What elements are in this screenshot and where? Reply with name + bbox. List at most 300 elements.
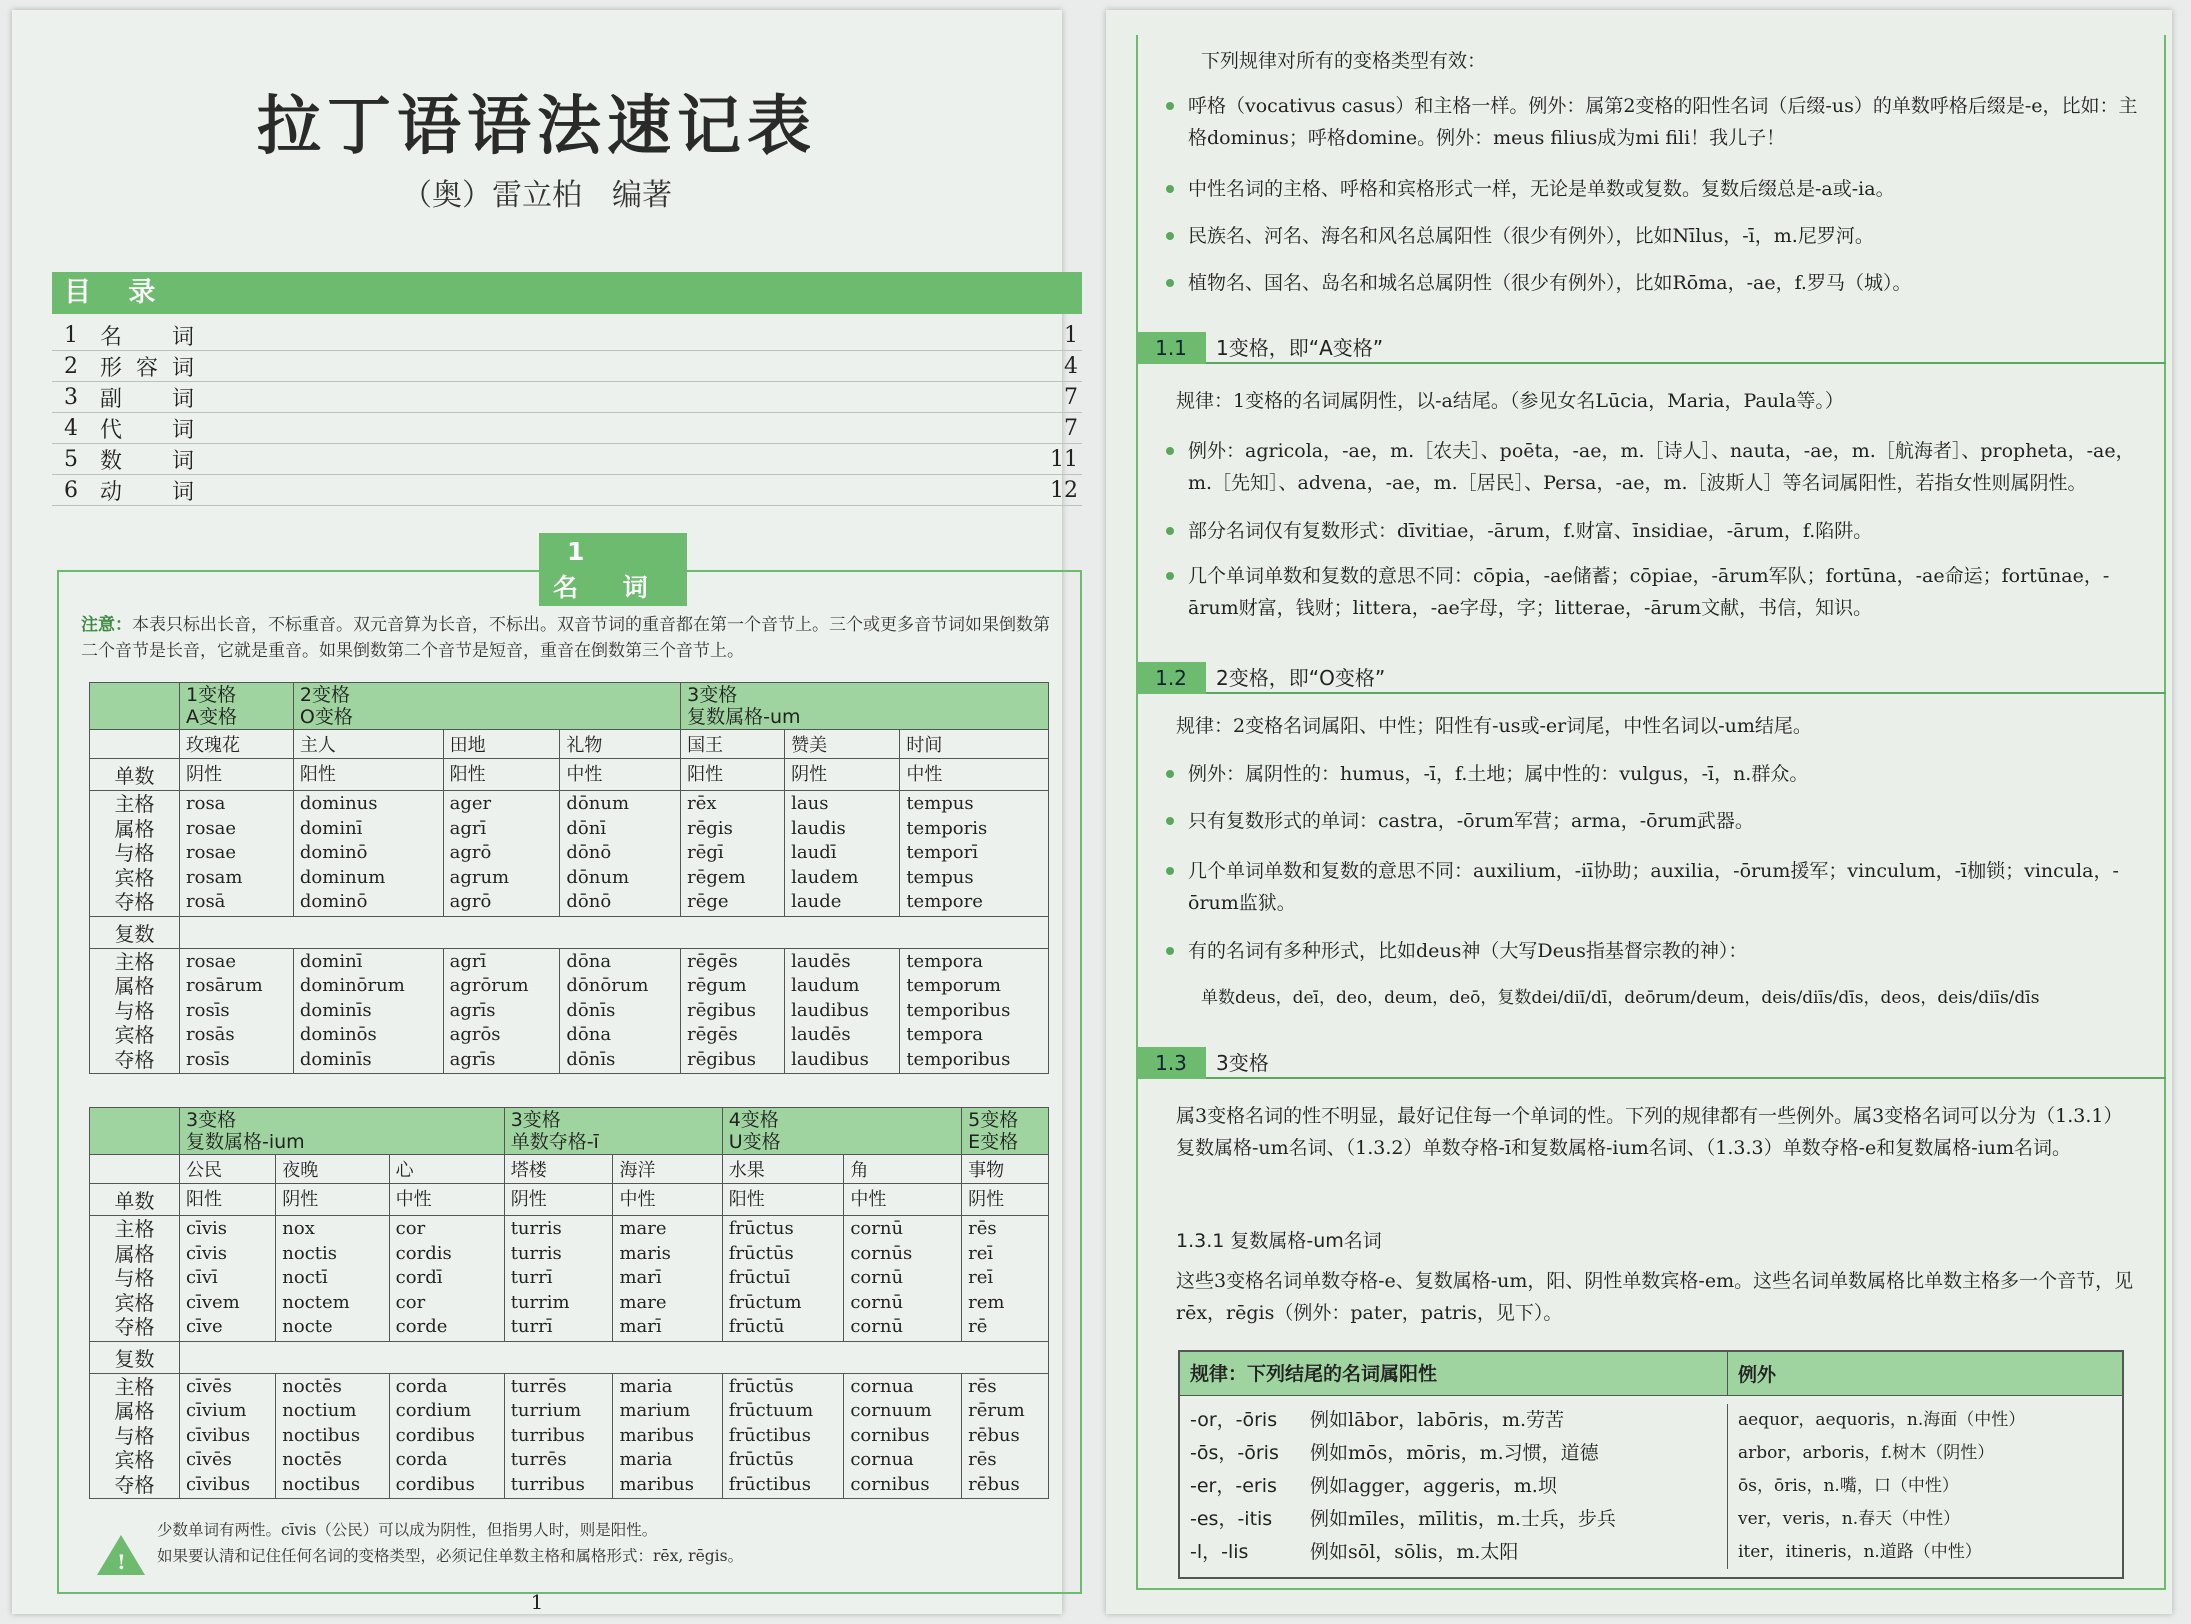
meaning: 礼物 [560,730,681,759]
rule-ending: -or，-ōris [1190,1409,1278,1431]
toc-page: 4 [1064,353,1078,379]
toc-name: 副 词 [100,386,209,412]
form-stack [906,792,1042,915]
form-stack [566,792,674,915]
gender: 阳性 [443,759,560,791]
case-form: frūctuum [728,1400,814,1421]
section-1-3-heading: 1.3 3变格 [1136,1047,2166,1079]
form-stack [511,1217,607,1340]
meaning: 主人 [293,730,443,759]
form-stack [186,792,287,915]
case-form: agrīs [449,999,496,1021]
rule-example: 例如mīles，mīlitis，m.士兵，步兵 [1310,1508,1616,1530]
case-form: 属格 [114,974,155,998]
singular-label: 单数 [90,1184,180,1216]
note-label: 注意： [81,615,132,635]
form-stack [300,950,437,1073]
case-form: rem [968,1291,1005,1313]
rule-exception: arbor，arboris，f.树木（阴性） [1738,1443,1995,1463]
case-form: agrō [449,891,492,912]
case-form: dōnum [566,793,630,814]
rule-ending: -es，-itis [1190,1508,1273,1530]
rule-1-1: 规律：1变格的名词属阴性，以-a结尾。（参见女名Lūcia，Maria，Paula等。） [1176,390,1844,412]
meaning: 海洋 [613,1155,722,1184]
gender: 阴性 [504,1184,613,1216]
case-form: marium [619,1400,691,1421]
case-form: rēgī [687,842,724,863]
intro-bullet: 植物名、国名、岛名和城名总属阴性（很少有例外），比如Rōma，-ae，f.罗马（城）。 [1166,267,2146,299]
case-form: laus [791,793,829,814]
case-form: noctēs [282,1449,342,1470]
form-stack [396,1375,498,1498]
case-form: maribus [619,1473,694,1495]
toc-page: 7 [1064,415,1078,441]
case-form: 宾格 [114,865,155,890]
case-form: noctēs [282,1375,342,1397]
case-form: cornūs [850,1242,913,1264]
form-stack [396,1217,498,1340]
case-form: frūctūs [728,1449,794,1470]
caution-line-2: 如果要认清和记住任何名词的变格类型，必须记住单数主格和属格形式：rēx, rēgis。 [157,1547,744,1565]
case-form: cordī [395,1267,443,1288]
rule-example: 例如sōl，sōlis，m.太阳 [1310,1541,1519,1563]
case-form: turrī [510,1316,553,1337]
bullet-1-2: 有的名词有多种形式，比如deus神（大写Deus指基督宗教的神）： [1166,935,2146,967]
case-form: dōnīs [566,999,616,1021]
rule-exception: iter，itineris，n.道路（中性） [1738,1542,1982,1562]
toc-number: 2 [64,353,78,379]
form-stack [96,1375,173,1498]
case-form: rosae [186,817,237,839]
toc-row[interactable] [52,475,1082,506]
case-form: temporī [906,842,979,863]
case-form: dominum [299,866,386,888]
toc-name: 名 词 [100,324,209,350]
case-form: cornū [850,1218,904,1239]
form-stack [511,1375,607,1498]
case-form: rēs [968,1449,997,1470]
case-form: turrim [510,1291,570,1313]
rule-ending: -ōs，-ōris [1190,1442,1279,1464]
case-form: tempora [906,950,983,972]
case-form: rē [968,1316,988,1337]
intro-bullet: 民族名、河名、海名和风名总属阳性（很少有例外），比如Nīlus，-ī，m.尼罗河。 [1166,220,2146,252]
case-form: 与格 [114,1266,155,1290]
form-stack [791,950,893,1073]
case-form: noctī [282,1267,328,1288]
case-form: 夺格 [114,1472,155,1497]
rule-example: 例如mōs，mōris，m.习惯，道德 [1310,1442,1599,1464]
case-form: laudēs [791,950,851,972]
case-form: 主格 [114,949,155,974]
gender: 阳性 [180,1184,276,1216]
case-form: dōnō [566,842,612,863]
rule-example: 例如agger，aggeris，m.坝 [1310,1475,1557,1497]
case-form: 属格 [114,1399,155,1423]
bullet-1-2: 例外：属阴性的：humus，-ī，f.土地；属中性的：vulgus，-ī，n.群众。 [1166,758,2146,790]
case-form: dōna [566,950,612,972]
case-form: laudibus [791,1048,869,1070]
case-form: corda [395,1375,448,1397]
case-form: laudēs [791,1024,851,1045]
case-form: ager [449,793,492,814]
case-form: rēs [968,1375,997,1397]
case-form: rosās [186,1024,235,1045]
case-form: rēx [687,793,717,814]
form-stack [850,1217,955,1340]
toc-number: 3 [64,384,78,410]
case-form: temporis [906,817,988,839]
case-form: dominus [299,793,378,814]
group-header: 1变格 A变格 [180,683,294,730]
case-form: tempora [906,1024,983,1045]
rule-table [1178,1350,2124,1579]
meaning: 时间 [900,730,1049,759]
section-badge [539,536,687,602]
case-form: rosārum [186,975,263,996]
form-stack [687,950,778,1073]
case-form: rosam [186,866,243,888]
case-form: tempore [906,891,983,912]
gender: 中性 [844,1184,962,1216]
case-form: rēgum [687,975,747,996]
meaning: 事物 [962,1155,1049,1184]
bullet-1-1: 例外：agricola，-ae，m.［农夫］、poēta，-ae，m.［诗人］、nauta，-ae，m.［航海者］、propheta，-ae，m.［先知］、advena，-ae，m.［居民］、Persa，-ae，m.［波斯人］等名词属阳性，若指女性则属阴性。 [1166,435,2146,499]
plural-label: 复数 [90,1341,180,1373]
case-form: dominōs [299,1024,377,1045]
meaning: 心 [389,1155,504,1184]
gender: 阳性 [293,759,443,791]
case-form: reī [968,1242,994,1264]
intro-bullet: 中性名词的主格、呼格和宾格形式一样，无论是单数或复数。复数后缀总是-a或-ia。 [1166,173,2146,205]
form-stack [96,950,173,1073]
gender: 中性 [613,1184,722,1216]
case-form: dōnī [566,817,607,839]
form-stack [619,1217,715,1340]
form-stack [906,950,1042,1073]
case-form: rosa [186,793,226,814]
case-form: cornuum [850,1400,932,1421]
group-header: 3变格 单数夺格-ī [504,1108,722,1155]
toc-name: 代 词 [100,417,209,443]
case-form: cīvēs [186,1449,232,1470]
case-form: noctis [282,1242,338,1264]
case-form: rēbus [968,1473,1020,1495]
case-form: mare [619,1218,667,1239]
toc-row[interactable] [52,413,1082,444]
case-form: cīvibus [186,1473,251,1495]
toc-page: 12 [1050,477,1078,503]
section-title: 名 词 [553,572,666,602]
gender: 阴性 [785,759,900,791]
form-stack [566,950,674,1073]
case-form: turris [510,1242,562,1264]
case-form: 属格 [114,816,155,841]
declension-table-2 [89,1107,1049,1499]
case-form: cornibus [850,1424,930,1446]
case-form: 属格 [114,1241,155,1266]
meaning: 角 [844,1155,962,1184]
meaning: 国王 [681,730,785,759]
intro-text: 下列规律对所有的变格类型有效： [1201,50,1487,72]
case-form: turribus [510,1473,585,1495]
form-stack [968,1217,1042,1340]
case-form: cīvium [186,1400,247,1421]
toc-row[interactable] [52,444,1082,475]
case-form: rēs [968,1218,997,1239]
gender: 阴性 [962,1184,1049,1216]
author: （奥）雷立柏 编著 [402,178,672,213]
toc-page: 7 [1064,384,1078,410]
rule-exception: ver，veris，n.春天（中性） [1738,1509,1961,1529]
case-form: rēgibus [687,1048,757,1070]
book-title: 拉丁语语法速记表 [257,89,817,164]
form-stack [96,792,173,915]
case-form: agrō [449,842,492,863]
group-header: 2变格 O变格 [293,683,680,730]
case-form: maribus [619,1424,694,1446]
caution-note [97,1517,1047,1574]
case-form: agrī [449,950,487,972]
case-form: marī [619,1316,662,1337]
toc-page: 1 [1064,322,1078,348]
case-form: turrēs [510,1375,567,1397]
case-form: dominīs [299,1048,372,1070]
form-stack [687,792,778,915]
case-form: cordibus [395,1424,475,1446]
case-form: rosīs [186,1048,230,1070]
case-form: 与格 [114,841,155,865]
case-form: frūctibus [728,1473,812,1495]
case-form: reī [968,1267,994,1288]
case-form: noctibus [282,1424,361,1446]
intro-bullet: 呼格（vocativus casus）和主格一样。例外：属第2变格的阳性名词（后缀-us）的单数呼格后缀是-e，比如：主格dominus；呼格domine。例外：meus filius成为mi fili！我儿子！ [1166,90,2146,154]
rule-ending: -er，-eris [1190,1475,1277,1497]
case-form: dominō [299,842,368,863]
toc-name: 形容词 [100,355,209,381]
case-form: tempus [906,793,974,814]
case-form: maris [619,1242,671,1264]
case-form: marī [619,1267,662,1288]
case-form: mare [619,1291,667,1313]
case-form: 主格 [114,792,155,816]
case-form: temporibus [906,1048,1011,1070]
meaning: 水果 [722,1155,844,1184]
meaning: 赞美 [785,730,900,759]
case-form: cor [395,1291,426,1313]
case-form: rēgēs [687,1024,738,1045]
plural-label: 复数 [90,916,180,948]
case-form: agrōs [449,1024,501,1045]
bullet-1-1: 几个单词单数和复数的意思不同：cōpia，-ae储蓄；cōpiae，-ārum军队；fortūna，-ae命运；fortūnae，-ārum财富，钱财；littera，-ae字母，字；litterae，-ārum文献，书信，知识。 [1166,560,2146,624]
form-stack [729,1375,838,1498]
case-form: laudum [791,975,860,996]
case-form: turrēs [510,1449,567,1470]
gender: 阳性 [681,759,785,791]
case-form: turrī [510,1267,553,1288]
case-form: 夺格 [114,1315,155,1339]
case-form: agrōrum [449,975,529,996]
gender: 阴性 [276,1184,389,1216]
case-form: corde [395,1316,448,1337]
meaning: 公民 [180,1155,276,1184]
case-form: turris [510,1218,562,1239]
case-form: dominī [299,817,363,839]
toc-header: 目 录 [52,272,1082,314]
case-form: turrium [510,1400,582,1421]
case-form: 宾格 [114,1448,155,1472]
toc-page: 11 [1050,446,1078,472]
case-form: cornibus [850,1473,930,1495]
page-number: 1 [530,1590,544,1614]
case-form: laudī [791,842,837,863]
toc-number: 1 [64,322,78,348]
warning-icon: ! [97,1535,145,1575]
form-stack [850,1375,955,1498]
case-form: cīvis [186,1218,228,1239]
group-header: 3变格 复数属格-um [681,683,1049,730]
case-form: dominīs [299,999,372,1021]
case-form: temporibus [906,999,1011,1021]
case-form: nox [282,1218,315,1239]
form-stack [186,1375,269,1498]
rule-table-body [1180,1396,2122,1577]
case-form: dōnīs [566,1048,616,1070]
right-page [1106,10,2172,1614]
case-form: cornua [850,1375,914,1397]
case-form: cīvis [186,1242,228,1264]
form-stack [282,1375,382,1498]
case-form: cordis [395,1242,452,1264]
form-stack [619,1375,715,1498]
gender: 阳性 [722,1184,844,1216]
section-nouns [57,536,1082,1594]
case-form: maria [619,1449,673,1470]
case-form: noctibus [282,1473,361,1495]
section-1-2-heading: 1.2 2变格，即“O变格” [1136,662,2166,694]
subsection-1-3-1-title: 1.3.1 复数属格-um名词 [1176,1230,1382,1252]
case-form: dominōrum [299,975,405,996]
form-stack [791,792,893,915]
form-stack [968,1375,1042,1498]
case-form: frūctū [728,1316,785,1337]
case-form: rosā [186,891,226,912]
gender: 中性 [560,759,681,791]
meaning: 玫瑰花 [180,730,294,759]
case-form: frūctibus [728,1424,812,1446]
table-of-contents [52,320,1082,506]
case-form: frūctuī [728,1267,791,1288]
section-1-1-heading: 1.1 1变格，即“A变格” [1136,332,2166,364]
gender: 中性 [389,1184,504,1216]
case-form: maria [619,1375,673,1397]
meaning: 田地 [443,730,560,759]
section-number: 1 [553,535,616,568]
gender: 阴性 [180,759,294,791]
case-form: agrī [449,817,487,839]
form-stack [450,792,554,915]
case-form: cīvem [186,1291,240,1313]
case-form: laudis [791,817,846,839]
form-stack [450,950,554,1073]
case-form: rēbus [968,1424,1020,1446]
toc-name: 动 词 [100,479,209,505]
rule-ending: -l，-lis [1190,1541,1249,1563]
case-form: cornū [850,1291,904,1313]
case-form: dōnōrum [566,975,649,996]
form-stack [186,1217,269,1340]
toc-number: 5 [64,446,78,472]
case-form: rosae [186,950,237,972]
case-form: laudibus [791,999,869,1021]
bullet-1-2: 几个单词单数和复数的意思不同：auxilium，-iī协助；auxilia，-ōrum援军；vinculum，-ī枷锁；vincula，-ōrum监狱。 [1166,855,2146,919]
case-form: cīve [186,1316,223,1337]
case-form: cor [395,1218,426,1239]
form-stack [96,1217,173,1340]
rule-exception: ōs，ōris，n.嘴，口（中性） [1738,1476,1959,1496]
bullet-1-1: 部分名词仅有复数形式：dīvitiae，-ārum，f.财富、īnsidiae，-ārum，f.陷阱。 [1166,515,2146,547]
group-header: 4变格 U变格 [722,1108,961,1155]
toc-row[interactable] [52,351,1082,382]
case-form: 宾格 [114,1023,155,1047]
case-form: frūctus [728,1218,794,1239]
group-header: 5变格 E变格 [962,1108,1049,1155]
case-form: rēgem [687,866,746,888]
bullet-1-2: 只有复数形式的单词：castra，-ōrum军营；arma，-ōrum武器。 [1166,805,2146,837]
case-form: rēgēs [687,950,738,972]
case-form: temporum [906,975,1001,996]
form-stack [300,792,437,915]
case-form: frūctum [728,1291,802,1313]
case-form: laude [791,891,842,912]
case-form: rērum [968,1400,1025,1421]
case-form: 夺格 [114,1047,155,1072]
singular-label: 单数 [90,759,180,791]
case-form: rēgibus [687,999,757,1021]
case-form: rēgis [687,817,733,839]
case-form: 与格 [114,998,155,1023]
case-form: dominō [299,891,368,912]
note [81,612,1061,664]
toc-row[interactable] [52,320,1082,351]
case-form: cordibus [395,1473,475,1495]
case-form: cīvibus [186,1424,251,1446]
meaning: 塔楼 [504,1155,613,1184]
toc-number: 6 [64,477,78,503]
caution-line-1: 少数单词有两性。cīvis（公民）可以成为阴性，但指男人时，则是阳性。 [157,1521,658,1539]
note-text: 本表只标出长音，不标重音。双元音算为长音，不标出。双音节词的重音都在第一个音节上。三个或更多音节词如果倒数第二个音节是长音，它就是重音。如果倒数第二个音节是短音，重音在倒数第三个音节上。 [81,615,1050,661]
case-form: noctium [282,1400,357,1421]
form-stack [186,950,287,1073]
toc-number: 4 [64,415,78,441]
case-form: 夺格 [114,890,155,914]
case-form: cīvī [186,1267,218,1288]
case-form: cornua [850,1449,914,1470]
toc-row[interactable] [52,382,1082,413]
group-header: 3变格 复数属格-ium [180,1108,505,1155]
case-form: dōnum [566,866,630,888]
case-form: 主格 [114,1217,155,1241]
case-form: agrīs [449,1048,496,1070]
rule-1-2: 规律：2变格名词属阳、中性；阳性有-us或-er词尾，中性名词以-um结尾。 [1176,715,1812,737]
meaning: 夜晚 [276,1155,389,1184]
case-form: nocte [282,1316,333,1337]
case-form: 宾格 [114,1290,155,1315]
left-page [12,10,1078,1614]
case-form: dōna [566,1024,612,1045]
case-form: tempus [906,866,974,888]
case-form: 与格 [114,1423,155,1448]
